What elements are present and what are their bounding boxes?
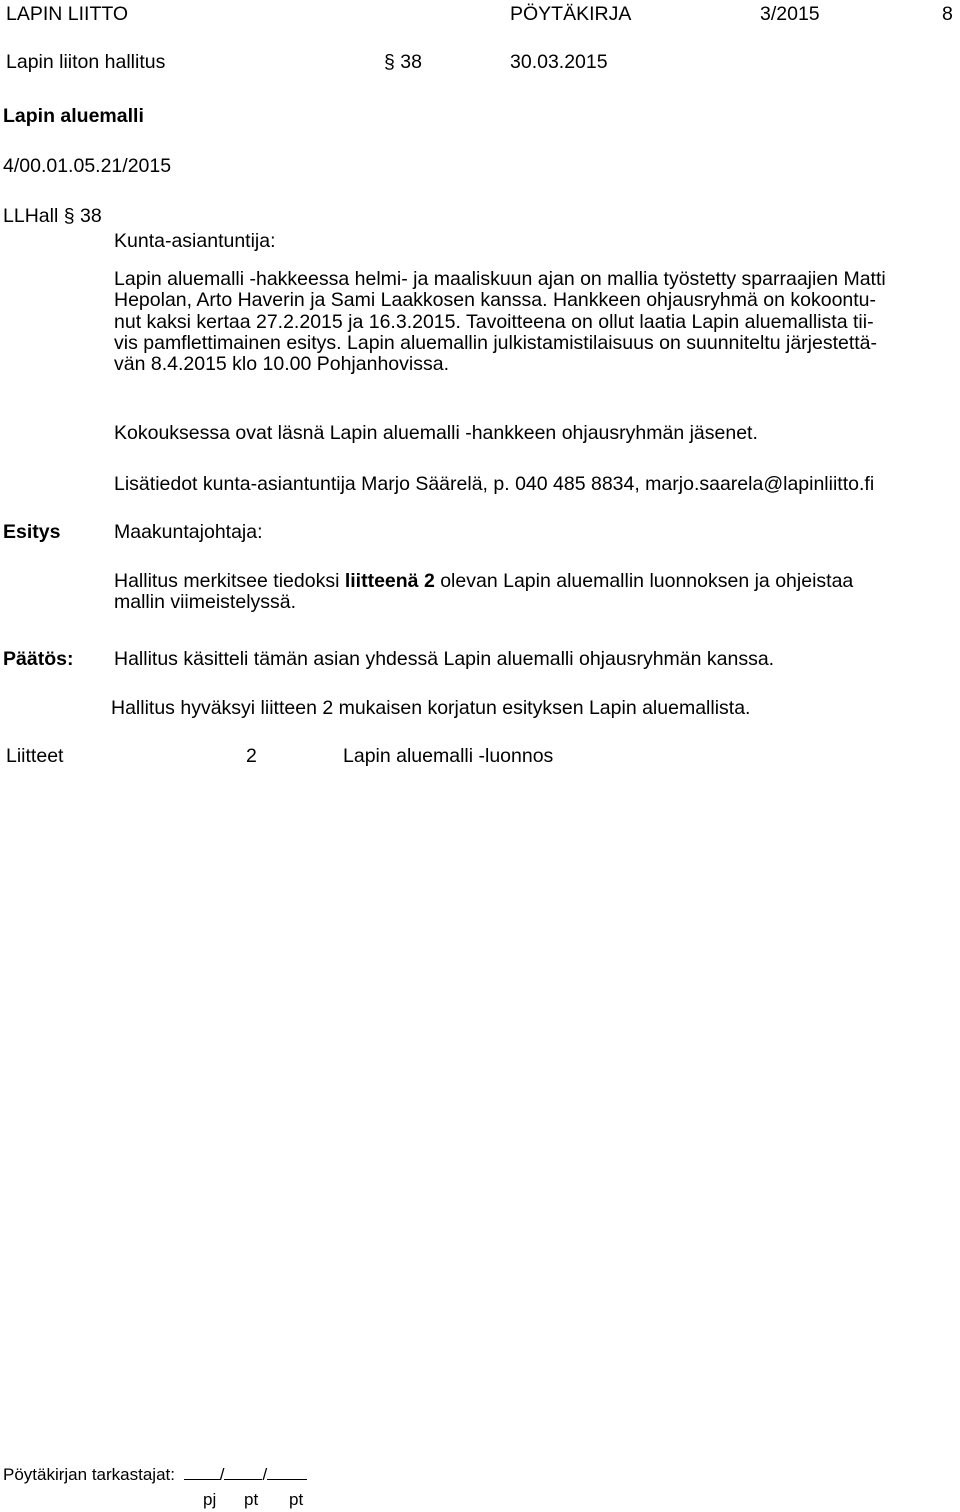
reference-symbol: §	[63, 205, 75, 227]
decision-label: Päätös:	[3, 648, 74, 670]
page-number: 8	[942, 3, 953, 25]
body-paragraph-3: Lisätiedot kunta-asiantuntija Marjo Säärelä, p. 040 485 8834, marjo.saarela@lapinliitto.fi	[114, 473, 875, 495]
attachments-label: Liitteet	[6, 745, 64, 767]
signature-line	[184, 1465, 220, 1480]
meeting-date: 30.03.2015	[510, 51, 608, 73]
signature-line	[224, 1465, 262, 1480]
section-number: 38	[400, 51, 422, 73]
attachment-number: 2	[246, 745, 257, 767]
matter-title: Lapin aluemalli	[3, 105, 144, 127]
body-paragraph-2: Kokouksessa ovat läsnä Lapin aluemalli -hankkeen ohjausryhmän jäsenet.	[114, 422, 758, 444]
proposal-attachment-ref: liitteenä 2	[344, 570, 435, 592]
proposal-text-before: Hallitus merkitsee tiedoksi	[114, 570, 345, 592]
body-paragraph-1	[114, 269, 960, 375]
paragraph-line: vän 8.4.2015 klo 10.00 Pohjanhovissa.	[114, 353, 449, 376]
signature-line	[267, 1465, 307, 1480]
board-name: Lapin liiton hallitus	[6, 51, 166, 73]
preparer-label: Kunta-asiantuntija:	[114, 230, 276, 252]
inspector-initial-2: pt	[244, 1490, 259, 1509]
signature-separator: /	[219, 1465, 225, 1484]
decision-text-2: Hallitus hyväksyi liitteen 2 mukaisen korjatun esityksen Lapin aluemallista.	[111, 697, 751, 719]
proposal-text-after: olevan Lapin aluemallin luonnoksen ja ohjeistaa	[434, 570, 854, 592]
reference-prefix: LLHall	[3, 205, 59, 227]
inspector-initial-1: pj	[203, 1490, 217, 1509]
paragraph-line: Lapin aluemalli -hakkeessa helmi- ja maaliskuun ajan on mallia työstetty sparraajien Matti	[114, 268, 886, 290]
doc-number: 3/2015	[760, 3, 820, 25]
decision-text-1: Hallitus käsitteli tämän asian yhdessä Lapin aluemalli ohjausryhmän kanssa.	[114, 648, 775, 670]
section-ref	[384, 51, 422, 74]
inspector-initial-3: pt	[289, 1490, 304, 1509]
proposer-label: Maakuntajohtaja:	[114, 521, 263, 543]
paragraph-line: nut kaksi kertaa 27.2.2015 ja 16.3.2015. Tavoitteena on ollut laatia Lapin aluemallista tii-	[114, 310, 874, 333]
record-id: 4/00.01.05.21/2015	[3, 155, 172, 177]
attachment-name: Lapin aluemalli -luonnos	[343, 745, 554, 767]
proposal-text	[114, 571, 960, 614]
signature-separator: /	[262, 1465, 268, 1484]
org-name: LAPIN LIITTO	[6, 3, 129, 25]
footer-inspectors	[3, 1465, 307, 1485]
proposal-line-2: mallin viimeistelyssä.	[114, 591, 297, 614]
proposal-line-1	[114, 571, 960, 592]
reference-number: 38	[80, 205, 102, 227]
paragraph-line: Hepolan, Arto Haverin ja Sami Laakkosen kanssa. Hankkeen ohjausryhmä on kokoontu-	[114, 289, 877, 312]
matter-reference	[3, 205, 102, 228]
footer-label: Pöytäkirjan tarkastajat:	[3, 1465, 175, 1484]
section-symbol: §	[384, 51, 395, 73]
proposal-label: Esitys	[3, 521, 61, 543]
paragraph-line: vis pamflettimainen esitys. Lapin aluemallin julkistamistilaisuus on suunniteltu järjestettä-	[114, 331, 878, 354]
doc-type: PÖYTÄKIRJA	[510, 3, 632, 25]
